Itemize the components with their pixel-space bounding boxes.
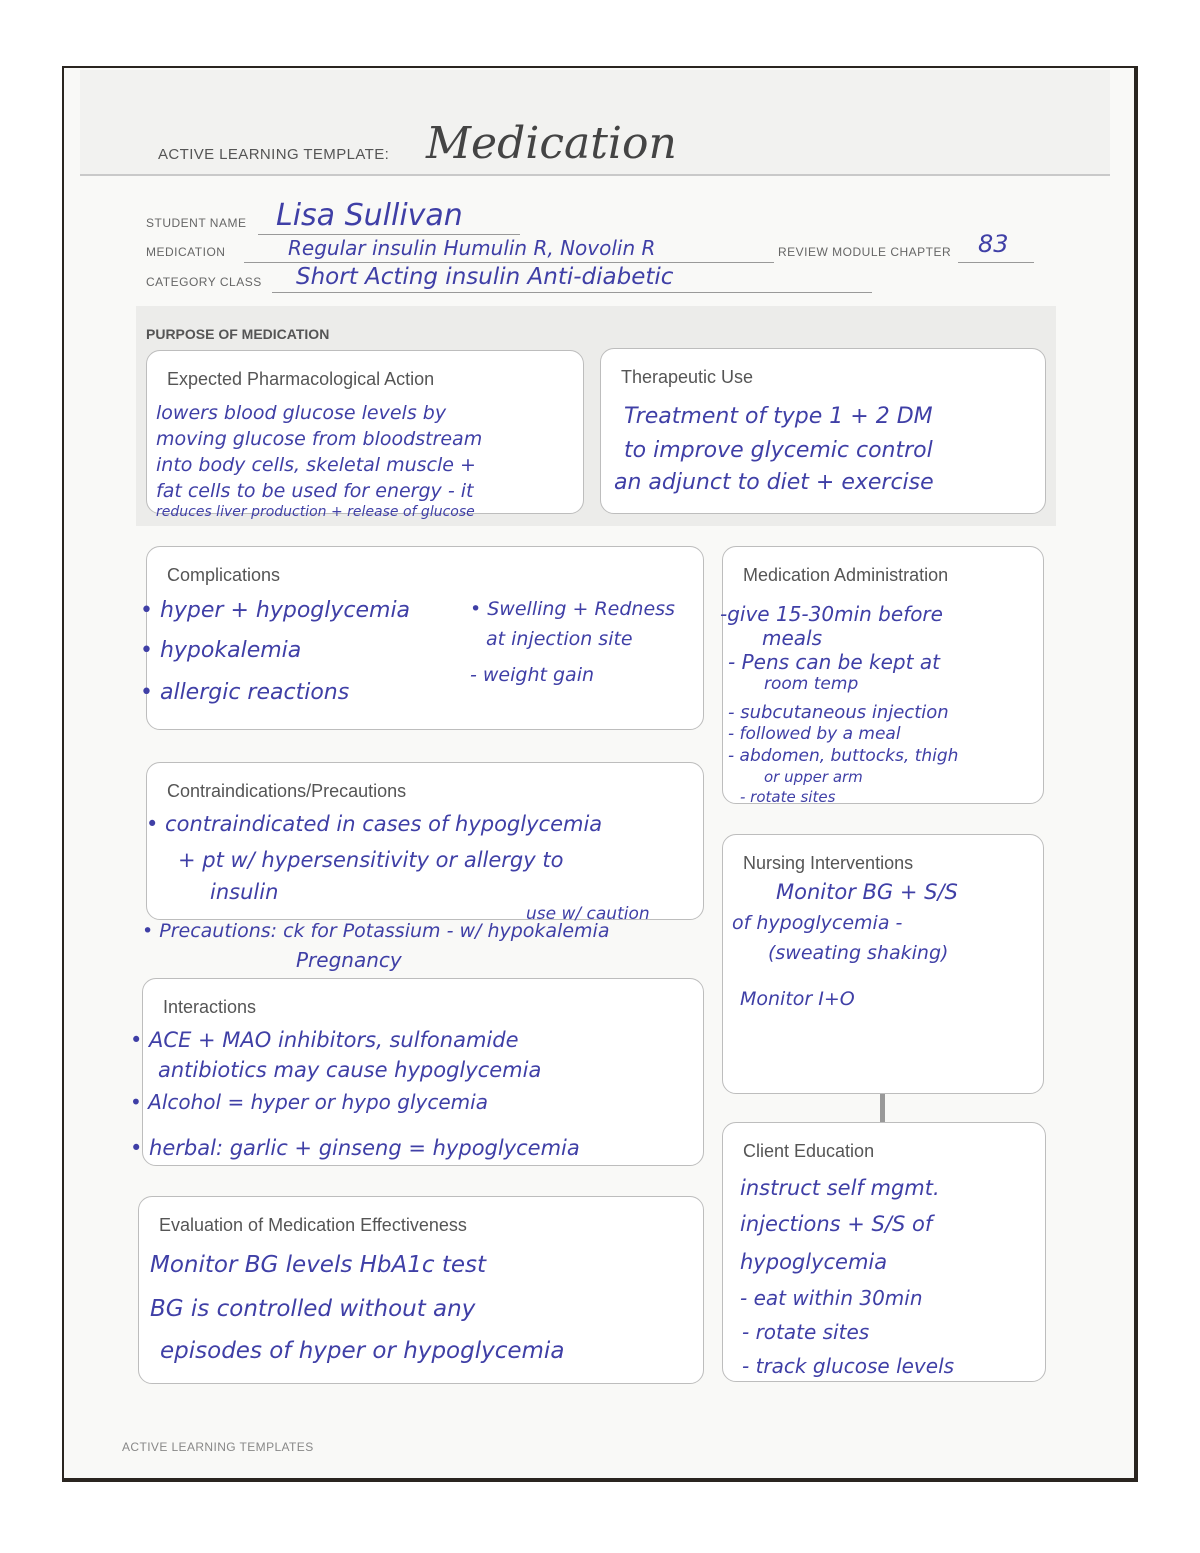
client-education-line: - rotate sites xyxy=(742,1320,870,1344)
category-class-line xyxy=(272,292,872,293)
administration-line: or upper arm xyxy=(764,768,863,786)
client-education-line: - track glucose levels xyxy=(742,1354,955,1378)
interactions-line: • herbal: garlic + ginseng = hypoglycemia xyxy=(130,1136,580,1160)
administration-line: - followed by a meal xyxy=(728,724,901,744)
contraindications-line: • contraindicated in cases of hypoglycemia xyxy=(146,812,603,836)
expected-action-line: fat cells to be used for energy - it xyxy=(156,480,474,502)
administration-line: - Pens can be kept at xyxy=(728,650,940,674)
client-education-line: - eat within 30min xyxy=(740,1286,923,1310)
interactions-title: Interactions xyxy=(163,997,257,1017)
review-module-label: REVIEW MODULE CHAPTER xyxy=(778,245,952,259)
review-module-value: 83 xyxy=(978,230,1009,258)
administration-line: -give 15-30min before xyxy=(720,602,943,626)
evaluation-line: BG is controlled without any xyxy=(150,1296,476,1322)
contraindications-line: insulin xyxy=(210,880,279,904)
interactions-line: • ACE + MAO inhibitors, sulfonamide xyxy=(130,1028,519,1052)
administration-line: - abdomen, buttocks, thigh xyxy=(728,746,959,766)
medication-line xyxy=(244,262,774,263)
nursing-line: of hypoglycemia - xyxy=(732,912,903,934)
contraindications-title: Contraindications/Precautions xyxy=(167,781,407,801)
client-education-line: injections + S/S of xyxy=(740,1212,933,1236)
complications-item: - weight gain xyxy=(470,664,595,686)
therapeutic-use-line: an adjunct to diet + exercise xyxy=(614,470,934,495)
evaluation-line: Monitor BG levels HbA1c test xyxy=(150,1252,487,1278)
connector-line xyxy=(880,1094,885,1122)
template-prefix: ACTIVE LEARNING TEMPLATE: xyxy=(158,146,390,163)
nursing-line: Monitor I+O xyxy=(740,988,855,1010)
nursing-title: Nursing Interventions xyxy=(743,853,914,873)
client-education-line: hypoglycemia xyxy=(740,1250,888,1274)
evaluation-line: episodes of hyper or hypoglycemia xyxy=(160,1338,565,1364)
student-name-value: Lisa Sullivan xyxy=(276,198,463,233)
interactions-line: • Alcohol = hyper or hypo glycemia xyxy=(130,1090,488,1114)
expected-action-title: Expected Pharmacological Action xyxy=(167,369,435,389)
complications-item: • allergic reactions xyxy=(140,680,350,705)
precautions-line: • Precautions: ck for Potassium - w/ hypokalemia xyxy=(142,920,610,942)
student-name-line xyxy=(258,234,520,235)
complications-item: • hyper + hypoglycemia xyxy=(140,598,411,623)
caution-note: use w/ caution xyxy=(526,904,650,924)
interactions-line: antibiotics may cause hypoglycemia xyxy=(158,1058,542,1082)
complications-item: at injection site xyxy=(486,628,633,650)
administration-title: Medication Administration xyxy=(743,565,949,585)
administration-line: meals xyxy=(762,626,823,650)
medication-label: MEDICATION xyxy=(146,245,226,259)
nursing-line: (sweating shaking) xyxy=(768,942,949,964)
expected-action-line: lowers blood glucose levels by xyxy=(156,402,447,424)
pregnancy-line: Pregnancy xyxy=(296,948,402,972)
administration-line: room temp xyxy=(764,674,859,694)
category-class-value: Short Acting insulin Anti-diabetic xyxy=(296,264,674,290)
therapeutic-use-line: Treatment of type 1 + 2 DM xyxy=(624,404,933,429)
administration-line: - rotate sites xyxy=(740,788,836,806)
nursing-box xyxy=(722,834,1044,1094)
therapeutic-use-line: to improve glycemic control xyxy=(624,438,933,463)
complications-title: Complications xyxy=(167,565,281,585)
purpose-label: PURPOSE OF MEDICATION xyxy=(146,326,330,342)
expected-action-line: moving glucose from bloodstream xyxy=(156,428,483,450)
complications-item: • Swelling + Redness xyxy=(470,598,675,620)
student-name-label: STUDENT NAME xyxy=(146,216,247,230)
review-module-line xyxy=(958,262,1034,263)
therapeutic-use-title: Therapeutic Use xyxy=(621,367,754,387)
complications-item: • hypokalemia xyxy=(140,638,302,663)
category-class-label: CATEGORY CLASS xyxy=(146,275,262,289)
expected-action-line: reduces liver production + release of glucose xyxy=(156,504,475,520)
template-title: Medication xyxy=(426,118,677,169)
administration-line: - subcutaneous injection xyxy=(728,702,949,723)
expected-action-line: into body cells, skeletal muscle + xyxy=(156,454,476,476)
medication-value: Regular insulin Humulin R, Novolin R xyxy=(288,236,656,260)
client-education-line: instruct self mgmt. xyxy=(740,1176,940,1200)
evaluation-title: Evaluation of Medication Effectiveness xyxy=(159,1215,467,1235)
nursing-line: Monitor BG + S/S xyxy=(776,880,958,904)
footer-label: ACTIVE LEARNING TEMPLATES xyxy=(122,1440,314,1454)
client-education-title: Client Education xyxy=(743,1141,875,1161)
contraindications-line: + pt w/ hypersensitivity or allergy to xyxy=(178,848,564,872)
